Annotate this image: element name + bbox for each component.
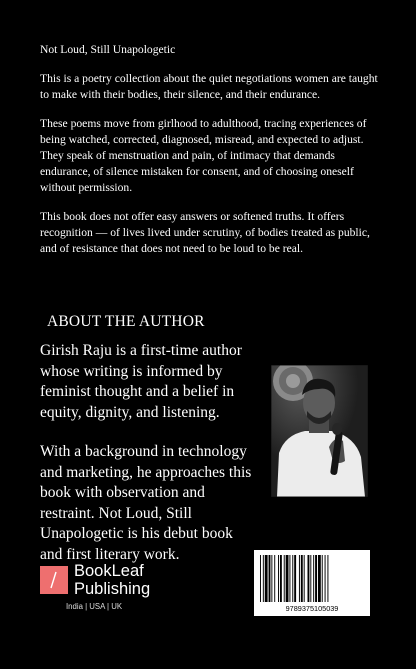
barcode-bar [318,555,321,602]
barcode-bar [284,555,285,602]
publisher-name [74,562,150,598]
barcode-bar [315,555,317,602]
barcode-bar [327,555,328,602]
barcode-bar [263,555,264,602]
barcode-bar [325,555,326,602]
barcode-bar [260,555,261,602]
barcode-bar [286,555,289,602]
barcode-bar [269,555,271,602]
barcode-bar [289,555,290,602]
author-photo-image [271,365,368,497]
publisher-name-line-2: Publishing [74,580,151,598]
barcode-bar [280,555,282,602]
barcode-bar [292,555,293,602]
barcode-bar [299,555,300,602]
blurb-paragraph-2: These poems move from girlhood to adulthood, tracing experiences of being watched, corrected, diagnosed, misread, and expected to adjust. They speak of menstruation and pain, of intimacy that demands endurance, of silence mistaken for consent, and of choosing oneself without permission. [40,117,367,194]
barcode-bar [301,555,303,602]
barcode-bar [274,555,275,602]
barcode-bar [322,555,323,602]
blurb-paragraph-3: This book does not offer easy answers or softened truths. It offers recognition — of lives lived under scrutiny, of bodies treated as public, and of resistance that does not need to be loud to be real. [40,210,370,255]
barcode-bar [278,555,279,602]
barcode-bar [304,555,305,602]
barcode-bar [313,555,314,602]
back-cover-blurb [40,42,380,270]
publisher-regions: India | USA | UK [66,602,123,611]
publisher-logo-icon [40,566,68,594]
barcode-bar [265,555,268,602]
publisher-name-line-1: BookLeaf [74,562,144,580]
barcode-bar [308,555,310,602]
blurb-paragraph-1: This is a poetry collection about the quiet negotiations women are taught to make with their bodies, their silence, and their endurance. [40,72,378,101]
isbn-number: 9789375105039 [285,604,339,613]
author-photo [271,365,368,497]
barcode-bar [271,555,272,602]
author-bio [40,341,258,584]
barcode-bar [310,555,311,602]
author-bio-paragraph-2: With a background in technology and marketing, he approaches this book with observation and restraint. Not Loud, Still Unapologetic is his debut book and first literary work. [40,443,252,563]
author-bio-paragraph-1: Girish Raju is a first-time author whose writing is informed by feminist thought and a belief in equity, dignity, and listening. [40,342,242,421]
about-author-heading: ABOUT THE AUTHOR [47,313,205,330]
isbn-barcode [254,550,370,616]
blurb-title: Not Loud, Still Unapologetic [40,43,176,56]
barcode-bar [294,555,296,602]
